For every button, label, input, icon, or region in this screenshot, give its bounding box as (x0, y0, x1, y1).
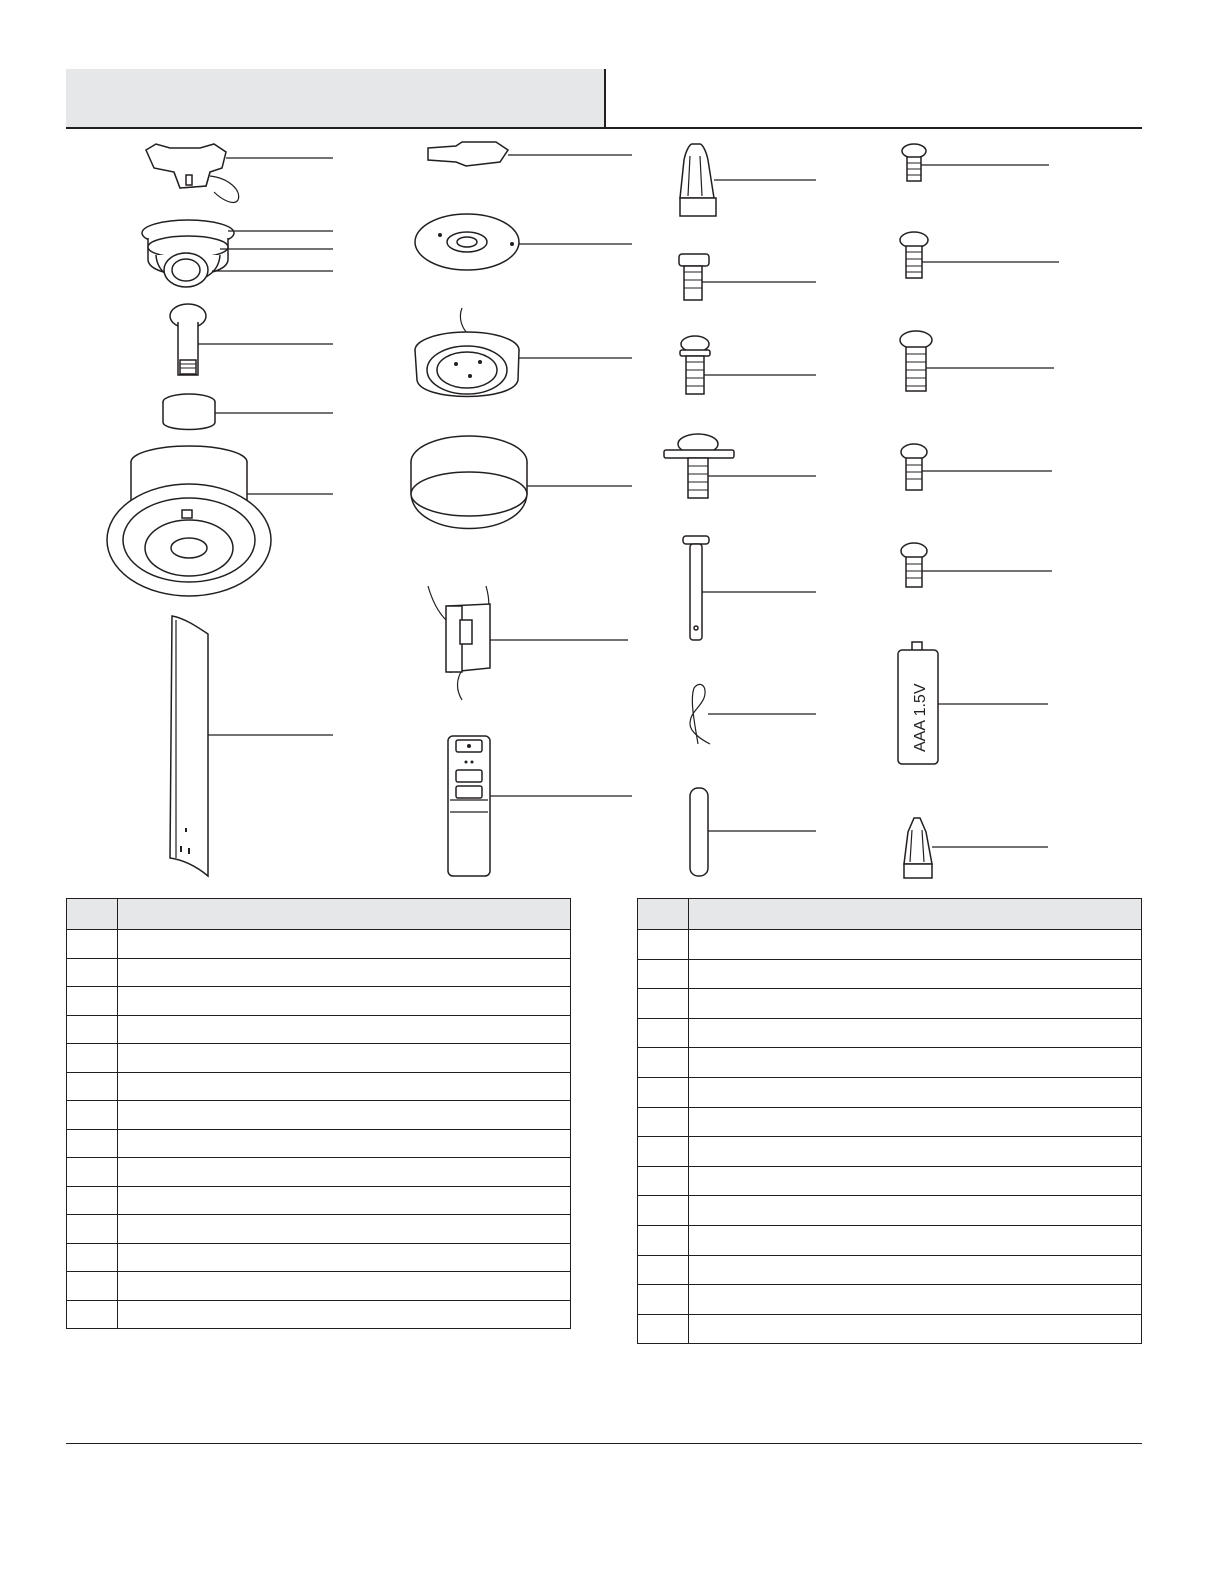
large-wire-nut-icon (680, 144, 716, 216)
table-row (638, 1018, 1142, 1048)
table-row (67, 1158, 571, 1187)
table-row (67, 958, 571, 987)
table-row (67, 1015, 571, 1044)
table-row (638, 1285, 1142, 1315)
mounting-plate-icon (415, 214, 519, 270)
table-row (638, 1314, 1142, 1344)
table-row (638, 1255, 1142, 1285)
motor-housing-icon (107, 446, 271, 596)
table-row (638, 1137, 1142, 1167)
table-row (67, 1300, 571, 1329)
table-row (638, 989, 1142, 1019)
table-row (67, 1044, 571, 1073)
blade-screw-icon (664, 434, 734, 498)
downrod-icon (170, 304, 206, 375)
table-row (638, 959, 1142, 989)
table-row (67, 930, 571, 959)
short-screw-icon (901, 543, 927, 587)
balancing-rod-icon (690, 788, 708, 876)
table-header-row (67, 899, 571, 930)
screw-icon (900, 232, 928, 278)
table-row (638, 1166, 1142, 1196)
small-wire-nut-icon (904, 818, 932, 878)
battery-label: AAA 1.5V (912, 683, 929, 752)
remote-control-icon (448, 736, 490, 876)
medium-screw-icon (901, 444, 927, 490)
parts-table-right (637, 898, 1142, 1344)
table-row (638, 930, 1142, 960)
table-row (638, 1196, 1142, 1226)
light-kit-pan-icon (415, 308, 519, 397)
receiver-icon (428, 586, 490, 700)
table-row (67, 1243, 571, 1272)
table-row (67, 1272, 571, 1301)
screw-with-washer-icon (680, 336, 710, 394)
footer-rule (66, 1443, 1142, 1444)
hairpin-clip-icon (690, 684, 710, 744)
wire-connector-plug-icon (428, 142, 508, 166)
table-row (67, 1101, 571, 1130)
table-row (638, 1225, 1142, 1255)
table-row (67, 1215, 571, 1244)
table-row (67, 1072, 571, 1101)
mounting-bracket-icon (146, 144, 239, 202)
table-row (638, 1048, 1142, 1078)
table-header-row (638, 899, 1142, 930)
fan-blade-icon (170, 616, 208, 876)
table-row (67, 1129, 571, 1158)
clevis-pin-icon (683, 536, 709, 640)
coupling-cover-icon (163, 394, 215, 430)
battery-icon (898, 642, 938, 764)
parts-table-left (66, 898, 571, 1329)
table-row (67, 987, 571, 1016)
thumb-screw-icon (679, 254, 709, 300)
table-row (638, 1077, 1142, 1107)
table-row (67, 1186, 571, 1215)
small-screw-icon (902, 144, 926, 181)
canopy-assembly-icon (142, 220, 234, 287)
light-cover-icon (411, 436, 527, 529)
table-row (638, 1107, 1142, 1137)
long-screw-icon (900, 331, 932, 391)
